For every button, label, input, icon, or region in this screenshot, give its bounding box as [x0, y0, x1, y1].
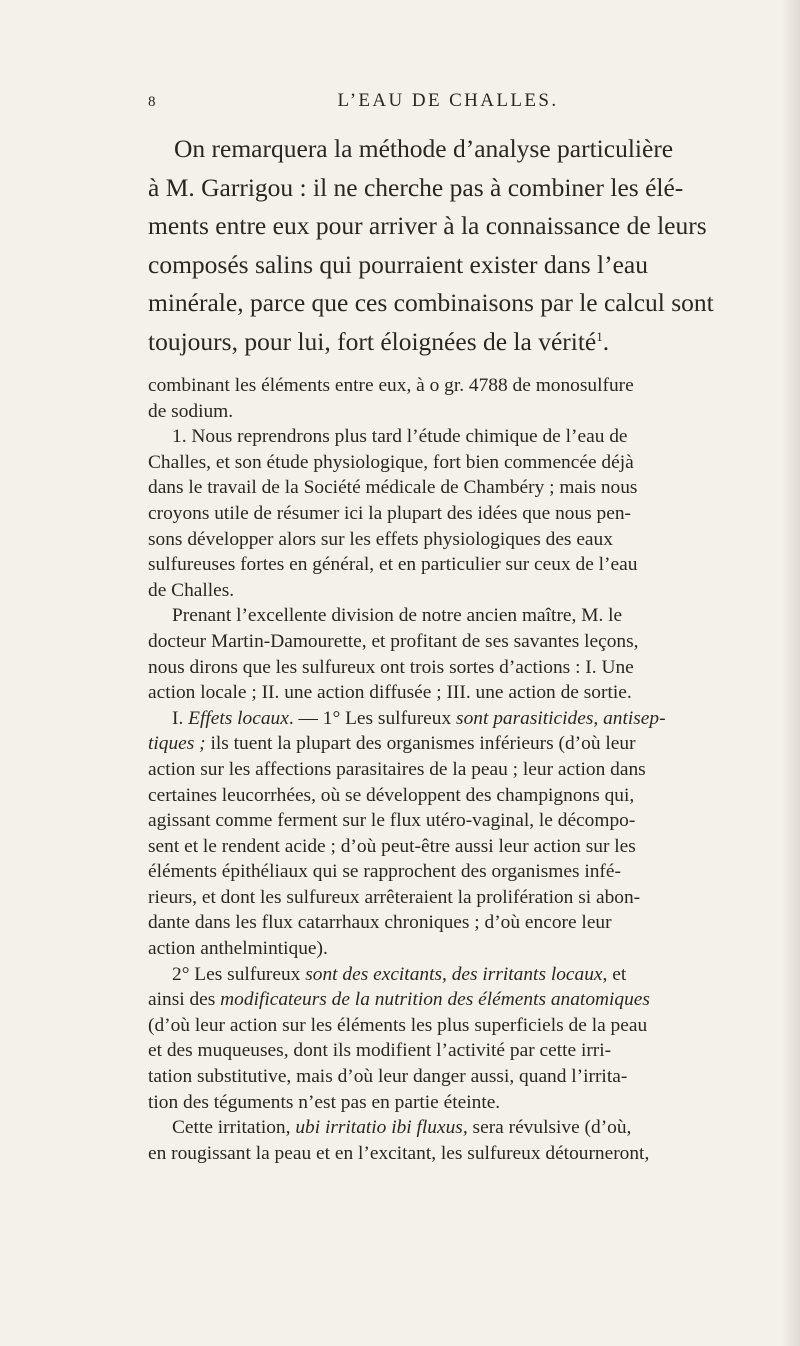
footnote-text: ainsi des	[148, 989, 221, 1011]
main-line: composés salins qui pourraient exister dans l’eau	[148, 249, 648, 279]
main-line: minérale, parce que ces combinaisons par le calcul sont	[148, 288, 714, 318]
footnote-italic: sont parasiticides, antisep-	[456, 707, 666, 729]
footnote-line: action locale ; II. une action diffusée ; III. une action de sortie.	[148, 682, 632, 704]
footnote-line	[148, 1115, 748, 1141]
footnote-line: Prenant l’excellente division de notre ancien maître, M. le	[172, 605, 623, 627]
footnote-line: de sodium.	[148, 400, 234, 422]
main-line: à M. Garrigou : il ne cherche pas à combiner les élé-	[148, 172, 684, 202]
footnote-line	[148, 987, 748, 1013]
footnote-line: dans le travail de la Société médicale de Chambéry ; mais nous	[148, 477, 638, 499]
footnote-line: nous dirons que les sulfureux ont trois sortes d’actions : I. Une	[148, 656, 634, 678]
footnote-line: croyons utile de résumer ici la plupart des idées que nous pen-	[148, 502, 632, 524]
footnote-line: tion des téguments n’est pas en partie éteinte.	[148, 1091, 501, 1113]
footnote-text: , et	[602, 963, 627, 985]
footnote-italic: tiques ;	[148, 733, 206, 755]
page-header	[148, 88, 748, 118]
footnote-line: en rougissant la peau et en l’excitant, les sulfureux détourneront,	[148, 1142, 650, 1164]
page-number: 8	[148, 94, 156, 110]
footnote-marker: 1	[596, 328, 603, 344]
footnote-line: sons développer alors sur les effets physiologiques des eaux	[148, 528, 613, 550]
footnote-line: combinant les éléments entre eux, à o gr. 4788 de monosulfure	[148, 375, 634, 396]
page-edge-shadow	[782, 0, 800, 1346]
footnote-line: docteur Martin-Damourette, et profitant de ses savantes leçons,	[148, 630, 639, 652]
main-line-last	[148, 323, 748, 362]
footnote-line	[148, 962, 748, 988]
footnote-text: sera révulsive (d’où,	[467, 1117, 632, 1139]
footnote-italic: ubi irritatio ibi fluxus,	[295, 1117, 468, 1139]
running-title: L’EAU DE CHALLES.	[337, 90, 559, 111]
footnote-line	[148, 706, 748, 732]
footnote-text: . — 1° Les sulfureux	[288, 707, 457, 729]
footnote-line: tation substitutive, mais d’où leur danger aussi, quand l’irrita-	[148, 1066, 628, 1088]
main-end-punct: .	[602, 326, 610, 356]
footnote-italic: sont des excitants, des irritants locaux	[305, 963, 603, 985]
footnote-line: de Challes.	[148, 579, 235, 601]
main-line: ments entre eux pour arriver à la connaissance de leurs	[148, 211, 707, 241]
footnote-text: I.	[172, 707, 189, 729]
footnote-line: rieurs, et dont les sulfureux arrêteraient la prolifération si abon-	[148, 886, 641, 908]
footnote-line: agissant comme ferment sur le flux utéro-vaginal, le décompo-	[148, 810, 636, 832]
footnote-text: Cette irritation,	[172, 1117, 296, 1139]
footnote-line: 1. Nous reprendrons plus tard l’étude chimique de l’eau de	[172, 426, 628, 448]
main-paragraph	[148, 130, 748, 362]
footnote-line: action anthelmintique).	[148, 938, 328, 960]
footnote-italic: Effets locaux	[188, 707, 289, 729]
footnotes	[148, 373, 748, 1166]
footnote-line: sent et le rendent acide ; d’où peut-être aussi leur action sur les	[148, 835, 636, 857]
main-line: On remarquera la méthode d’analyse particulière	[174, 134, 674, 163]
footnote-line: éléments épithéliaux qui se rapprochent des organismes infé-	[148, 861, 621, 883]
footnote-line: dante dans les flux catarrhaux chroniques ; d’où encore leur	[148, 912, 612, 934]
footnote-line: action sur les affections parasitaires de la peau ; leur action dans	[148, 758, 646, 780]
footnote-line	[148, 731, 748, 757]
footnote-text: ils tuent la plupart des organismes inférieurs (d’où leur	[205, 733, 636, 755]
footnote-line: Challes, et son étude physiologique, fort bien commencée déjà	[148, 451, 634, 473]
footnote-italic: modificateurs de la nutrition des éléments anatomiques	[220, 989, 650, 1011]
footnote-line: (d’où leur action sur les éléments les plus superficiels de la peau	[148, 1014, 648, 1036]
main-line: toujours, pour lui, fort éloignées de la vérité	[148, 326, 597, 356]
footnote-text: 2° Les sulfureux	[172, 963, 306, 985]
footnote-line: et des muqueuses, dont ils modifient l’activité par cette irri-	[148, 1040, 612, 1062]
footnote-line: sulfureuses fortes en général, et en particulier sur ceux de l’eau	[148, 554, 638, 576]
footnote-line: certaines leucorrhées, où se développent des champignons qui,	[148, 784, 635, 806]
